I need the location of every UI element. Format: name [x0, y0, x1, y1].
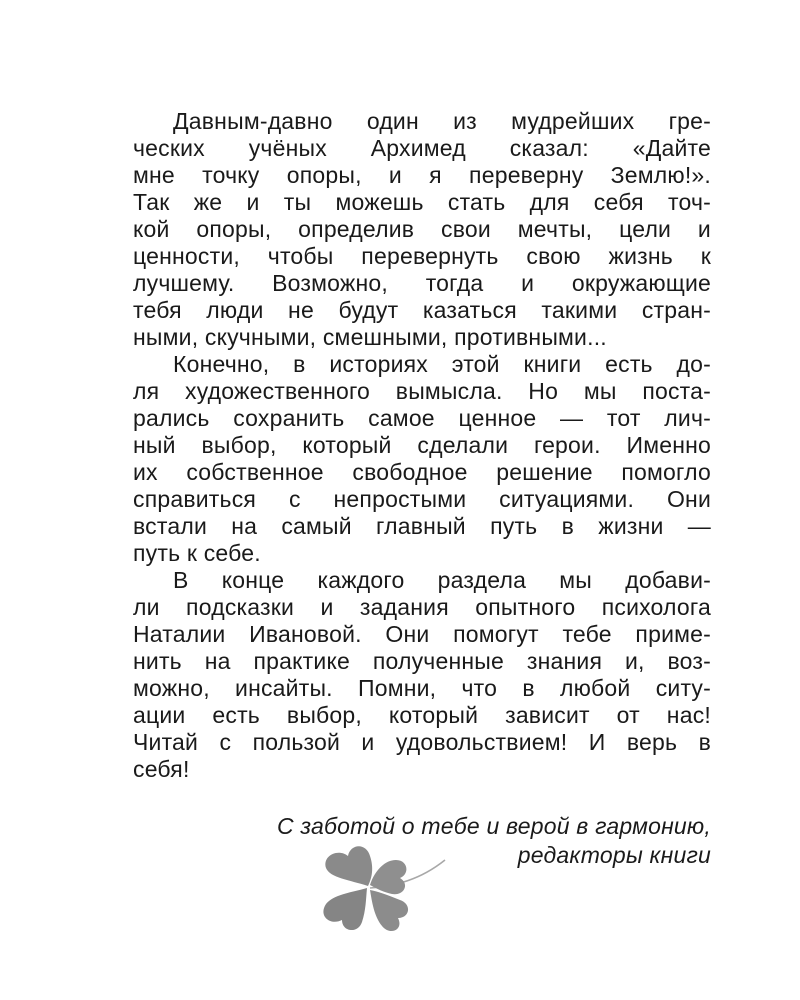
body-text — [133, 108, 711, 783]
text-line: рались сохранить самое ценное — тот лич- — [133, 405, 711, 431]
clover-leaves — [323, 846, 445, 931]
text-line: В конце каждого раздела мы добави- — [173, 567, 711, 593]
text-line: справиться с непростыми ситуациями. Они — [133, 486, 711, 512]
text-line: ля художественного вымысла. Но мы поста- — [133, 378, 711, 404]
text-line: Так же и ты можешь стать для себя точ- — [133, 189, 711, 215]
clover-leaf — [370, 860, 406, 894]
text-line: себя! — [133, 756, 190, 782]
text-line: ными, скучными, смешными, противными... — [133, 324, 607, 350]
clover-icon — [300, 838, 450, 938]
signature-line-2: редакторы книги — [517, 842, 711, 868]
text-line: встали на самый главный путь в жизни — — [133, 513, 711, 539]
text-line: Конечно, в историях этой книги есть до- — [173, 351, 711, 377]
text-line: путь к себе. — [133, 540, 261, 566]
text-line: кой опоры, определив свои мечты, цели и — [133, 216, 711, 242]
clover-leaf — [323, 888, 367, 930]
text-line: ации есть выбор, который зависит от нас! — [133, 702, 711, 728]
text-line: лучшему. Возможно, тогда и окружающие — [133, 270, 711, 296]
text-line: мне точку опоры, и я переверну Землю!». — [133, 162, 711, 188]
text-line: ли подсказки и задания опытного психолога — [133, 594, 711, 620]
text-line: ный выбор, который сделали герои. Именно — [133, 432, 711, 458]
clover-leaf — [325, 846, 372, 886]
text-line: их собственное свободное решение помогло — [133, 459, 711, 485]
text-line: ческих учёных Архимед сказал: «Дайте — [133, 135, 711, 161]
text-line: нить на практике полученные знания и, воз- — [133, 648, 711, 674]
text-line: Наталии Ивановой. Они помогут тебе приме- — [133, 621, 711, 647]
text-line: ценности, чтобы перевернуть свою жизнь к — [133, 243, 711, 269]
text-line: Давным-давно один из мудрейших гре- — [173, 108, 711, 134]
clover-leaf — [370, 890, 408, 931]
text-line: Читай с пользой и удовольствием! И верь в — [133, 729, 711, 755]
signature-line-1: С заботой о тебе и верой в гармонию, — [276, 813, 711, 839]
text-line: тебя люди не будут казаться такими стран- — [133, 297, 711, 323]
text-line: можно, инсайты. Помни, что в любой ситу- — [133, 675, 711, 701]
